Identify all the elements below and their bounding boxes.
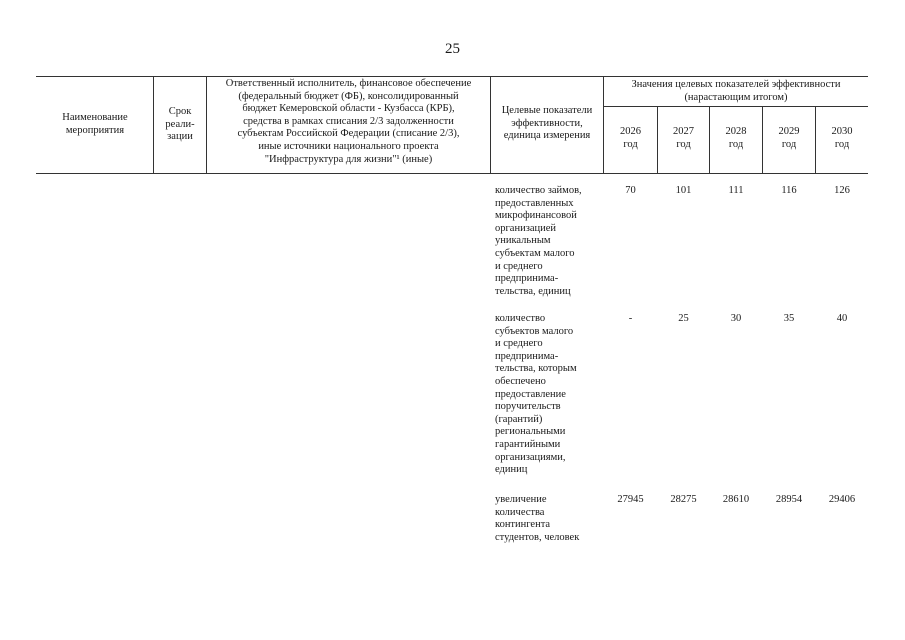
header-executor: Ответственный исполнитель, финансовое обеспечение (федеральный бюджет (ФБ), консолидированный бюджет Кемеровской области - Кузбасса (КРБ), средства в рамках списания 2/3 задолженности субъектам Российской Федерации (списание 2/3), иные источники национального проекта "Инфраструктура для жизни"¹ (иные): [225, 78, 472, 165]
row-value-2030: 40: [836, 313, 848, 324]
header-name: Наименование мероприятия: [62, 112, 128, 136]
header-year-2030: 2030 год: [831, 126, 853, 150]
table-header-bottom-border: [36, 173, 868, 174]
row-value-2027: 101: [675, 185, 692, 196]
header-year-2029: 2029 год: [778, 126, 800, 150]
row-value-2026: 27945: [617, 494, 644, 505]
row-value-2029: 28954: [775, 494, 803, 505]
row-indicator: количество займов, предоставленных микрофинансовой организацией уникальным субъектам малого и среднего предпринима- тельства, единиц: [495, 185, 582, 297]
row-indicator: увеличение количества контингента студентов, человек: [495, 494, 580, 543]
row-value-2028: 30: [730, 313, 742, 324]
values-group-divider: [603, 106, 868, 107]
header-term: Срок реали- зации: [165, 106, 195, 143]
row-value-2027: 28275: [670, 494, 697, 505]
row-value-2030: 126: [834, 185, 850, 196]
header-year-2026: 2026 год: [620, 126, 641, 150]
row-value-2027: 25: [678, 313, 689, 324]
table-top-border: [36, 76, 868, 77]
row-value-2029: 35: [783, 313, 795, 324]
header-indicators: Целевые показатели эффективности, единица измерения: [501, 105, 593, 142]
page-number: 25: [445, 41, 460, 57]
header-year-2027: 2027 год: [673, 126, 694, 150]
row-value-2026: -: [628, 313, 633, 324]
row-value-2030: 29406: [828, 494, 856, 505]
row-value-2029: 116: [781, 185, 797, 196]
header-values-group: Значения целевых показателей эффективности (нарастающим итогом): [631, 79, 841, 103]
row-value-2026: 70: [625, 185, 636, 196]
row-value-2028: 111: [728, 185, 744, 196]
header-year-2028: 2028 год: [725, 126, 747, 150]
row-value-2028: 28610: [722, 494, 750, 505]
row-indicator: количество субъектов малого и среднего предпринима- тельства, которым обеспечено предоставление поручительств (гарантий) региональными гарантийными организациями, единиц: [495, 313, 577, 476]
